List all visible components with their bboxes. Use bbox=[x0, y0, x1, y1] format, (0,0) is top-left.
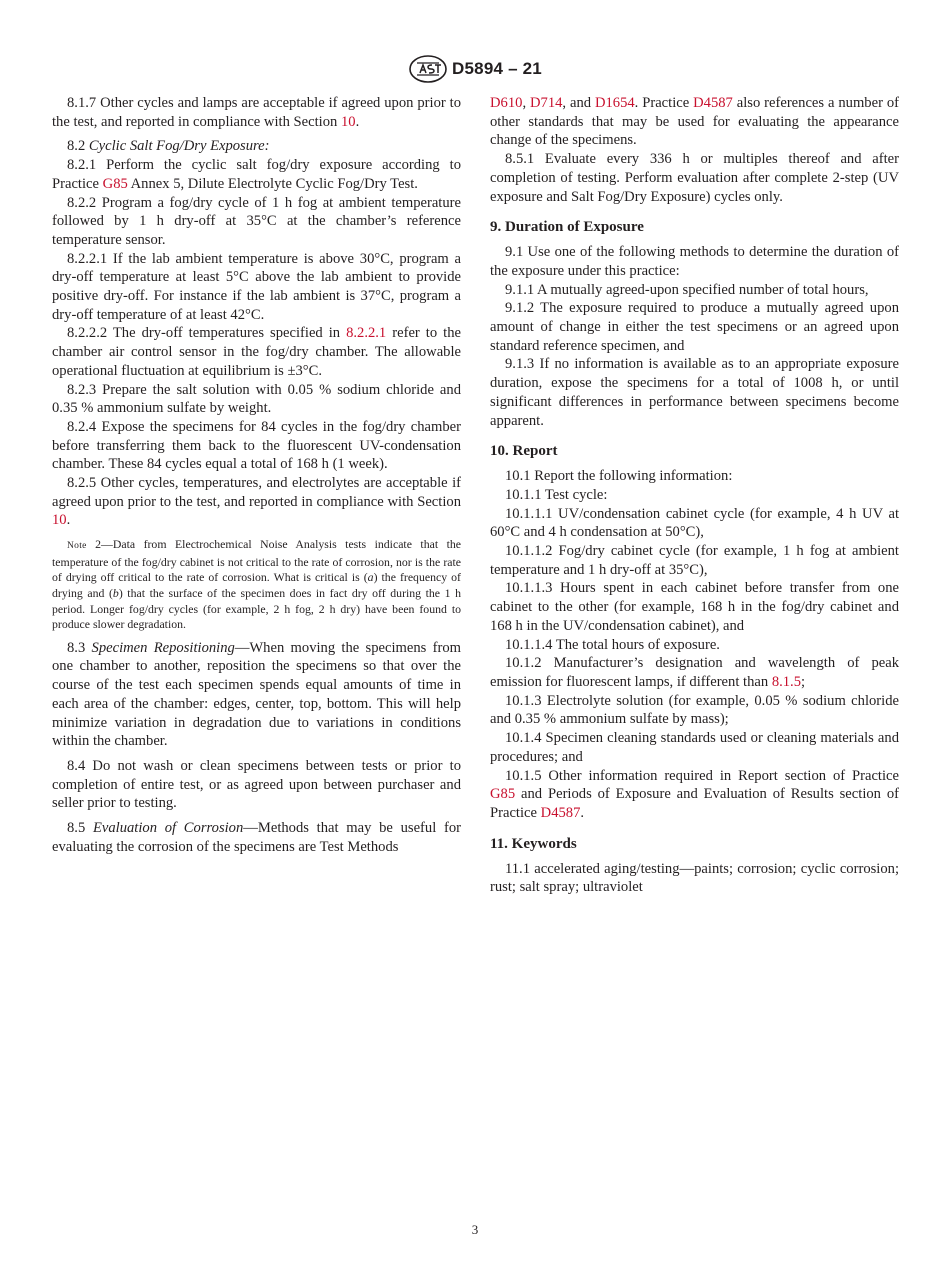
section-title: Specimen Repositioning bbox=[91, 639, 235, 656]
page-number: 3 bbox=[471, 1222, 479, 1237]
paragraph-text: refer to the chamber air control sensor in the fog/dry chamber. The allowable operational fluctuation at equilibrium is ±3°C. bbox=[52, 325, 461, 379]
paragraph-text: —Methods that may be useful for evaluating the corrosion of the specimens are Test Methods bbox=[52, 820, 462, 855]
note-text: b bbox=[112, 585, 119, 600]
right-column bbox=[490, 94, 899, 897]
paragraph-text: , bbox=[522, 95, 530, 111]
note-2 bbox=[52, 537, 461, 633]
paragraph-number: 8.2 bbox=[67, 138, 89, 155]
paragraph-text: ; bbox=[801, 673, 806, 690]
link-d610[interactable]: D610 bbox=[490, 95, 523, 111]
paragraph-text: , and bbox=[562, 95, 595, 111]
paragraph-9-1-3: 9.1.3 If no information is available as to an appropriate exposure duration, expose the specimens for a total of 1008 h, or until significant differences in performance between specimens become apparent. bbox=[490, 356, 899, 429]
paragraph-10-1-4: 10.1.4 Specimen cleaning standards used or cleaning materials and procedures; and bbox=[490, 730, 899, 765]
paragraph-number: 8.5 bbox=[67, 820, 93, 837]
paragraph-text: —When moving the specimens from one chamber to another, reposition the specimens so that over the course of the test each specimen spends equal amounts of time in each area of the chamber: edges, center, top, bottom. This will help minimize variation in degradation due to variations in conditions within the chamber. bbox=[52, 639, 461, 750]
note-text: ) that the surface of the specimen does in fact dry off during the 1 h period. Longer fog/dry cycles (for example, 2 h fog, 2 h dry) have been found to produce slower degradation. bbox=[52, 585, 461, 632]
link-g85[interactable]: G85 bbox=[102, 175, 128, 192]
paragraph-8-5-continued bbox=[490, 94, 899, 150]
section-title: Cyclic Salt Fog/Dry Exposure: bbox=[88, 138, 270, 155]
paragraph-9-1: 9.1 Use one of the following methods to determine the duration of the exposure under this practice: bbox=[490, 244, 899, 279]
link-8-2-2-1[interactable]: 8.2.2.1 bbox=[346, 325, 387, 342]
paragraph-text: . bbox=[355, 113, 360, 130]
paragraph-8-2-2: 8.2.2 Program a fog/dry cycle of 1 h fog at ambient temperature followed by 1 h dry-off at 35°C at the chamber’s reference temperature sensor. bbox=[52, 194, 461, 248]
paragraph-10-1-1-3: 10.1.1.3 Hours spent in each cabinet before transfer from one cabinet to the other (for example, 168 h in the fog/dry cabinet and 168 h in the UV/condensation cabinet), and bbox=[490, 580, 899, 634]
paragraph-8-4: 8.4 Do not wash or clean specimens between tests or prior to completion of entire test, or as agreed upon between purchaser and seller prior to testing. bbox=[52, 757, 461, 812]
paragraph-text: . bbox=[580, 804, 585, 821]
link-section-10[interactable]: 10 bbox=[52, 512, 67, 529]
paragraph-10-1-5 bbox=[490, 767, 899, 823]
heading-keywords: 11. Keywords bbox=[490, 835, 577, 852]
paragraph-11-1: 11.1 accelerated aging/testing—paints; corrosion; cyclic corrosion; rust; salt spray; ultraviolet bbox=[490, 860, 899, 896]
paragraph-text: 8.2.5 Other cycles, temperatures, and electrolytes are acceptable if agreed upon prior to the test, and reported in compliance with Section bbox=[52, 475, 461, 510]
paragraph-8-2-3: 8.2.3 Prepare the salt solution with 0.05 % sodium chloride and 0.35 % ammonium sulfate by weight. bbox=[52, 381, 461, 417]
paragraph-8-2-5 bbox=[52, 474, 461, 530]
link-d1654[interactable]: D1654 bbox=[594, 95, 635, 111]
section-title: Evaluation of Corrosion bbox=[92, 820, 244, 837]
paragraph-text: 10.1.2 Manufacturer’s designation and wavelength of peak emission for fluorescent lamps, if different than bbox=[490, 655, 899, 690]
paragraph-text: 8.2.2.2 The dry-off temperatures specified in bbox=[67, 325, 347, 342]
paragraph-text: . bbox=[66, 512, 71, 529]
note-label: Note bbox=[67, 541, 87, 552]
paragraph-text: 8.1.7 Other cycles and lamps are acceptable if agreed upon prior to the test, and reported in compliance with Section bbox=[52, 95, 461, 130]
heading-duration-of-exposure: 9. Duration of Exposure bbox=[490, 219, 644, 236]
note-text: a bbox=[367, 570, 374, 585]
paragraph-9-1-2: 9.1.2 The exposure required to produce a mutually agreed upon amount of change in either the test specimens or an agreed upon standard reference specimen, and bbox=[490, 300, 899, 354]
link-g85[interactable]: G85 bbox=[490, 786, 516, 803]
paragraph-8-3 bbox=[52, 639, 461, 751]
paragraph-text: Annex 5, Dilute Electrolyte Cyclic Fog/Dry Test. bbox=[127, 175, 418, 192]
paragraph-9-1-1: 9.1.1 A mutually agreed-upon specified number of total hours, bbox=[505, 281, 869, 298]
note-text: ) the frequency of drying and ( bbox=[52, 570, 461, 600]
paragraph-text: . Practice bbox=[634, 95, 694, 111]
paragraph-text: also references a number of other standards that may be used for evaluating the appearance change of the specimens. bbox=[490, 95, 899, 149]
paragraph-10-1-1-1: 10.1.1.1 UV/condensation cabinet cycle (for example, 4 h UV at 60°C and 4 h condensation at 50°C), bbox=[490, 505, 899, 541]
link-section-10[interactable]: 10 bbox=[340, 113, 356, 130]
link-d4587[interactable]: D4587 bbox=[540, 804, 581, 821]
link-d714[interactable]: D714 bbox=[529, 95, 563, 111]
paragraph-number: 8.3 bbox=[67, 639, 92, 656]
paragraph-8-2-4: 8.2.4 Expose the specimens for 84 cycles in the fog/dry chamber before transferring them back to the fluorescent UV-condensation chamber. These 84 cycles equal a total of 168 h (1 week). bbox=[52, 418, 461, 473]
paragraph-10-1-2 bbox=[490, 654, 899, 691]
paragraph-10-1-1-2: 10.1.1.2 Fog/dry cabinet cycle (for example, 1 h fog at ambient temperature and 1 h dry-off at 35°C), bbox=[490, 543, 899, 578]
link-d4587[interactable]: D4587 bbox=[693, 95, 733, 111]
heading-report: 10. Report bbox=[490, 443, 558, 460]
link-8-1-5[interactable]: 8.1.5 bbox=[771, 673, 801, 690]
paragraph-10-1: 10.1 Report the following information: bbox=[505, 468, 733, 485]
paragraph-8-2-2-1: 8.2.2.1 If the lab ambient temperature is above 30°C, program a dry-off temperature at least 5°C above the lab ambient to provide positive dry-off. For instance if the lab ambient is 37°C, program a dry-off temperature of at least 42°C. bbox=[52, 250, 461, 323]
paragraph-10-1-3: 10.1.3 Electrolyte solution (for example, 0.05 % sodium chloride and 0.35 % ammonium sulfate by mass); bbox=[490, 692, 899, 728]
paragraph-8-2-1 bbox=[52, 156, 461, 193]
paragraph-10-1-1: 10.1.1 Test cycle: bbox=[505, 486, 608, 503]
left-column bbox=[52, 94, 461, 856]
paragraph-text: 8.2.1 Perform the cyclic salt fog/dry exposure according to Practice bbox=[52, 157, 461, 192]
paragraph-8-5 bbox=[52, 819, 461, 856]
paragraph-10-1-1-4: 10.1.1.4 The total hours of exposure. bbox=[505, 636, 720, 653]
astm-logo-icon bbox=[408, 54, 448, 84]
paragraph-text: 10.1.5 Other information required in Report section of Practice bbox=[505, 767, 899, 784]
paragraph-8-2-2-2 bbox=[52, 324, 461, 380]
page-header bbox=[0, 54, 950, 84]
note-text: 2—Data from Electrochemical Noise Analysis tests indicate that the temperature of the fog/dry cabinet is not critical to the rate of corrosion, nor is the rate of drying off critical to the rate of corrosion. What is critical is ( bbox=[52, 537, 461, 585]
paragraph-8-1-7 bbox=[52, 94, 461, 131]
paragraph-text: and Periods of Exposure and Evaluation of Results section of Practice bbox=[490, 786, 899, 821]
paragraph-8-2 bbox=[52, 137, 461, 156]
paragraph-8-5-1: 8.5.1 Evaluate every 336 h or multiples thereof and after completion of testing. Perform evaluation after complete 2-step (UV exposure and Salt Fog/Dry Exposure) cycles only. bbox=[490, 151, 899, 205]
document-id: D5894 – 21 bbox=[452, 59, 542, 78]
